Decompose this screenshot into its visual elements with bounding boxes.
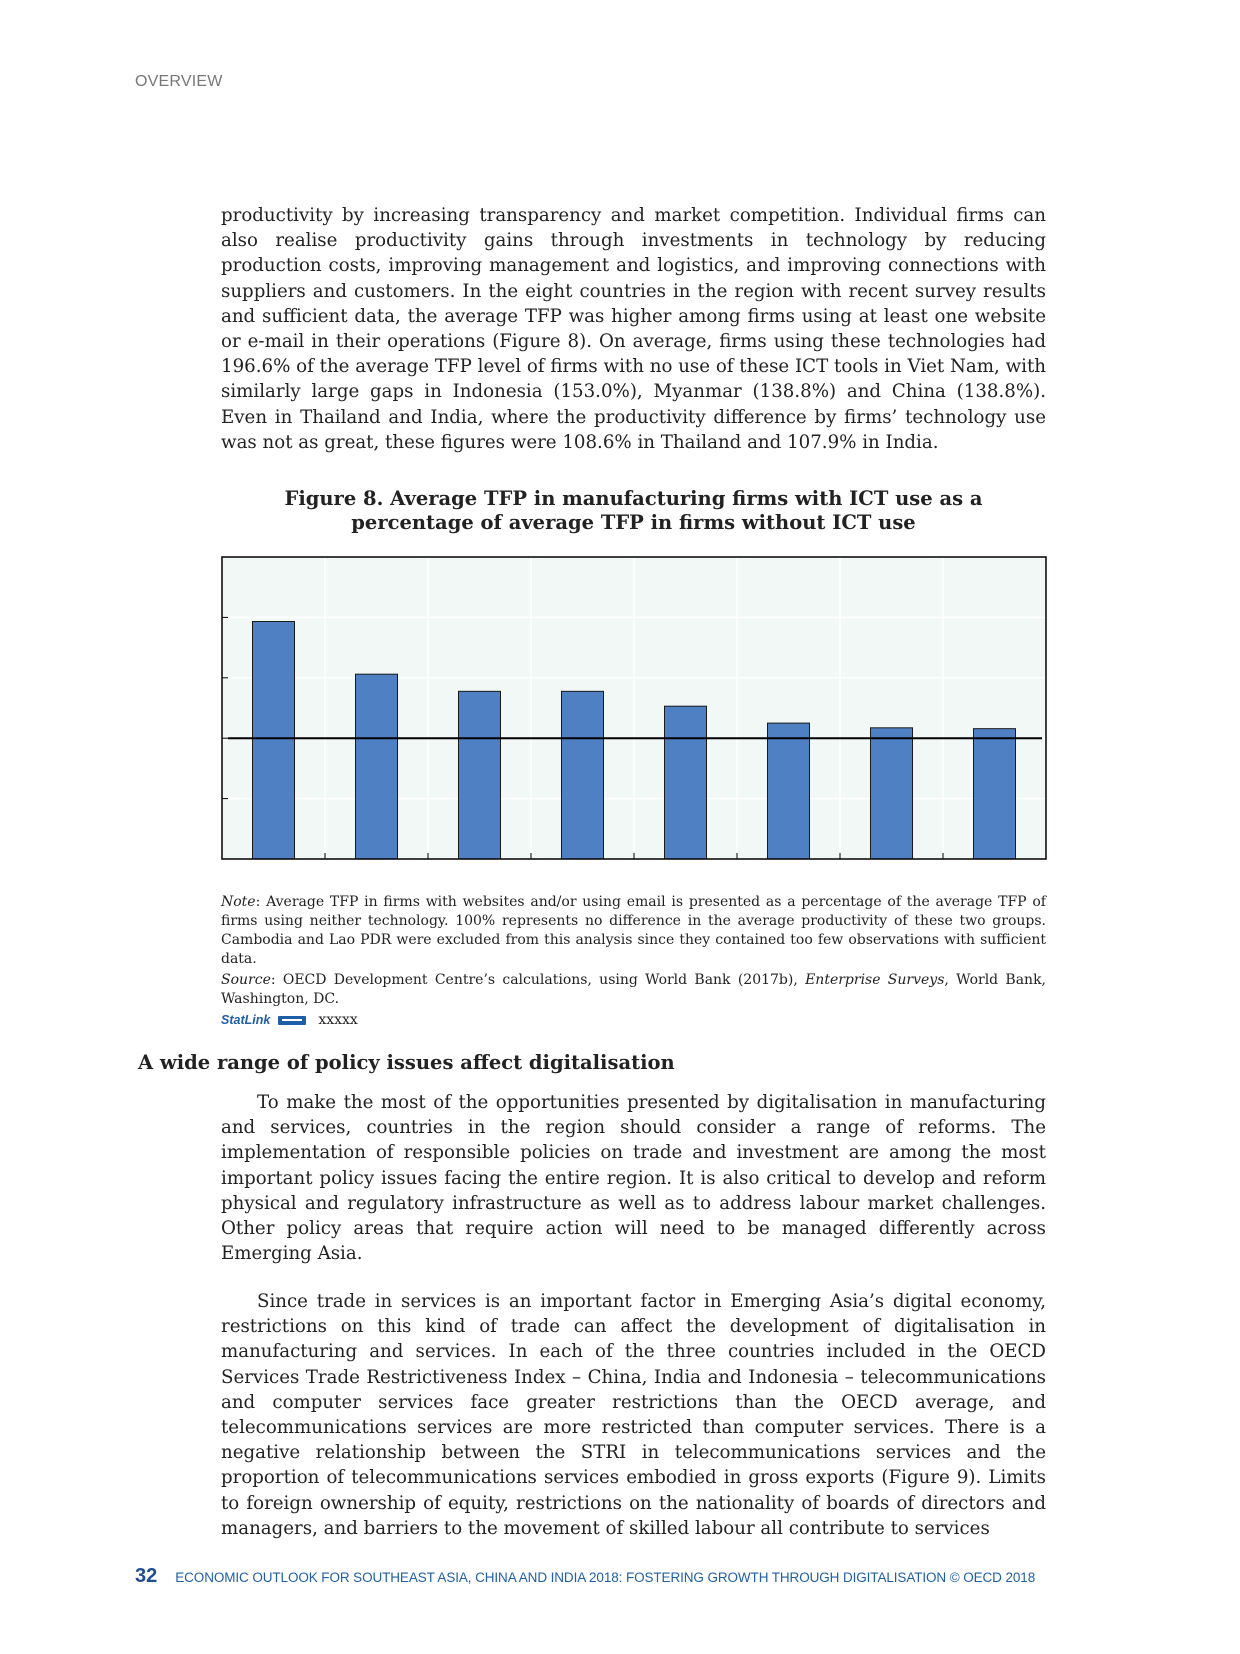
bar-4 (665, 706, 707, 859)
figure-source (221, 971, 1046, 1009)
bar-3 (562, 691, 604, 859)
bar-6 (871, 728, 913, 859)
figure-notes (221, 893, 1046, 1030)
bar-5 (768, 723, 810, 859)
figure-title-text: Average TFP in manufacturing firms with ICT use as a percentage of average TFP in firms without ICT use (351, 487, 983, 534)
body-paragraph-1: productivity by increasing transparency and market competition. Individual firms can also realise productivity gains through investments in technology by reducing production costs, improving management and logistics, and improving connections with suppliers and customers. In the eight countries in the region with recent survey results and sufficient data, the average TFP was higher among firms using at least one website or e-mail in their operations (Figure 8). On average, firms using these technologies had 196.6% of the average TFP level of firms with no use of these ICT tools in Viet Nam, with similarly large gaps in Indonesia (153.0%), Myanmar (138.8%) and China (138.8%). Even in Thailand and India, where the productivity difference by firms’ technology use was not as great, these figures were 108.6% in Thailand and 107.9% in India. (221, 205, 1046, 453)
body-paragraph-3: Since trade in services is an important factor in Emerging Asia’s digital economy, restrictions on this kind of trade can affect the development of digitalisation in manufacturing and services. In each of the three countries included in the OECD Services Trade Restrictiveness Index – China, India and Indonesia – telecommunications and computer services face greater restrictions than the OECD average, and telecommunications services are more restricted than computer services. There is a negative relationship between the STRI in telecommunications services and the proportion of telecommunications services embodied in gross exports (Figure 9). Limits to foreign ownership of equity, restrictions on the nationality of boards of directors and managers, and barriers to the movement of skilled labour all contribute to services (221, 1291, 1046, 1539)
figure-label: Figure 8. (284, 487, 391, 510)
statlink[interactable] (221, 1011, 1046, 1030)
page-number: 32 (135, 1565, 158, 1587)
source-text-2: , World Bank, Washington, DC. (221, 972, 1047, 1007)
figure-note (221, 893, 1046, 969)
statlink-logo-icon (278, 1016, 306, 1025)
section-heading: A wide range of policy issues affect digitalisation (138, 1051, 675, 1074)
source-label: Source (221, 972, 271, 988)
note-text: : Average TFP in firms with websites and/or using email is presented as a percentage of the average TFP of firms using neither technology. 100% represents no difference in the average productivity of these two groups. Cambodia and Lao PDR were excluded from this analysis since they contained too few observations with sufficient data. (221, 894, 1046, 967)
statlink-label[interactable]: StatLink (221, 1013, 271, 1027)
note-label: Note (221, 894, 256, 910)
running-head: OVERVIEW (135, 73, 223, 90)
page-footer (135, 1565, 1035, 1588)
bar-2 (459, 691, 501, 859)
bar-1 (356, 674, 398, 859)
body-paragraph-2: To make the most of the opportunities presented by digitalisation in manufacturing and services, countries in the region should consider a range of reforms. The implementation of responsible policies on trade and investment are among the most important policy issues facing the entire region. It is also critical to develop and reform physical and regulatory infrastructure as well as to address labour market challenges. Other policy areas that require action will need to be managed differently across Emerging Asia. (221, 1092, 1046, 1265)
bar-0 (253, 622, 295, 859)
source-text-1: : OECD Development Centre’s calculations, using World Bank (2017b), (270, 972, 806, 988)
footer-text: ECONOMIC OUTLOOK FOR SOUTHEAST ASIA, CHINA AND INDIA 2018: FOSTERING GROWTH THROUGH DIGITALISATION © OECD 2018 (175, 1570, 1036, 1585)
bar-7 (974, 729, 1016, 859)
statlink-code[interactable]: xxxxx (318, 1012, 358, 1028)
source-italic: Enterprise Surveys (805, 972, 945, 988)
figure-title (221, 487, 1046, 535)
bar-chart (210, 555, 1060, 861)
